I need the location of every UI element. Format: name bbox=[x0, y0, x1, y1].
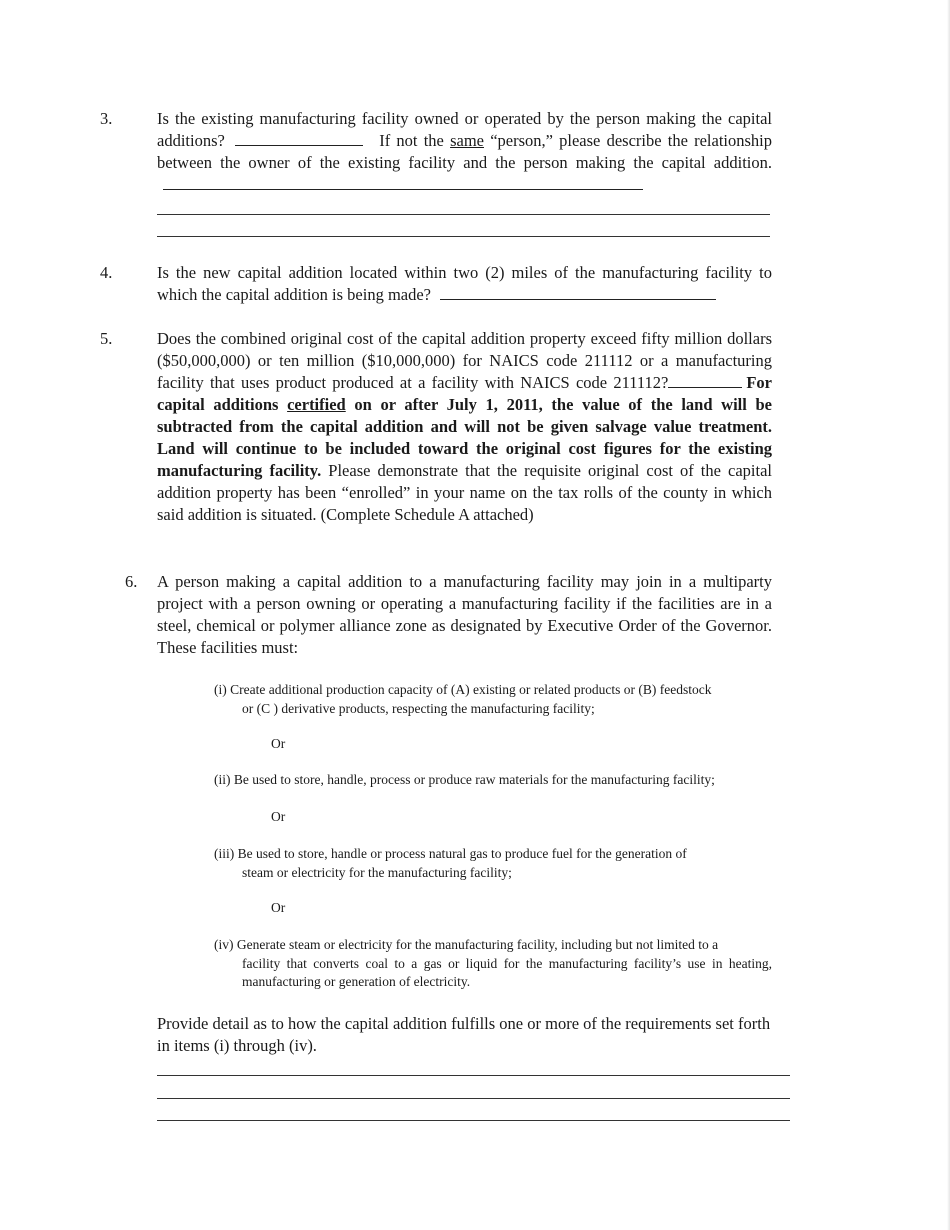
requirement-iv-line-2: facility that converts coal to a gas or liquid for the manufacturing facility’s use in heating, manufacturing or generation of electricity. bbox=[242, 955, 772, 989]
requirement-iv-line-1: (iv) Generate steam or electricity for the manufacturing facility, including but not limited to a bbox=[214, 937, 719, 952]
question-3-relationship: “person,” please describe the relationship between the owner of the existing facility and the person making the capital addition. bbox=[157, 131, 773, 172]
relationship-answer-line-3[interactable] bbox=[157, 236, 770, 237]
land-notice-part-2: on or after July 1, 2011, the value of the land will be subtracted from the capital addition and will not be given salvage value treatment. Land will continue to be included toward the original cost figures for the existing manufacturing facility. bbox=[157, 395, 773, 480]
question-5-text-block bbox=[157, 328, 772, 526]
question-4-text: Is the new capital addition located within two (2) miles of the manufacturing facility to which the capital addition is being made? bbox=[157, 263, 772, 304]
requirement-i-line-1: (i) Create additional production capacity of (A) existing or related products or (B) feedstock bbox=[214, 682, 712, 697]
question-3 bbox=[100, 108, 772, 198]
land-notice-part-1: For capital additions bbox=[157, 373, 772, 414]
relationship-answer-line-2[interactable] bbox=[157, 214, 770, 215]
requirement-iv bbox=[214, 936, 772, 992]
requirement-iii-line-2: steam or electricity for the manufacturing facility; bbox=[242, 864, 512, 880]
question-6 bbox=[125, 571, 772, 663]
provide-detail-instruction: Provide detail as to how the capital addition fulfills one or more of the requirements set forth in items (i) through (iv). bbox=[157, 1014, 771, 1055]
question-5 bbox=[100, 328, 772, 548]
owned-operated-answer-field[interactable] bbox=[235, 130, 363, 146]
relationship-answer-field[interactable] bbox=[163, 174, 643, 190]
question-4-text-block bbox=[157, 262, 772, 306]
detail-answer-line-1[interactable] bbox=[157, 1075, 790, 1076]
land-notice-certified: certified bbox=[287, 395, 346, 414]
requirement-ii: (ii) Be used to store, handle, process or produce raw materials for the manufacturing facility; bbox=[214, 772, 715, 787]
question-6-text: A person making a capital addition to a manufacturing facility may join in a multiparty project with a person owning or operating a manufacturing facility if the facilities are in a steel, chemical or polymer alliance zone as designated by Executive Order of the Governor. These facilities must: bbox=[157, 572, 772, 657]
question-3-if-not: If not the bbox=[379, 131, 444, 150]
question-3-number: 3. bbox=[100, 109, 113, 128]
or-separator-2: Or bbox=[271, 809, 286, 824]
question-5-number: 5. bbox=[100, 329, 113, 348]
question-5-cost-question: Does the combined original cost of the capital addition property exceed fifty million dollars ($50,000,000) or ten million ($10,000,000) for NAICS code 211112 or a manufacturing facility that uses product produced at a facility with NAICS code 211112? bbox=[157, 329, 772, 392]
or-separator-3: Or bbox=[271, 900, 286, 915]
requirement-iii-line-1: (iii) Be used to store, handle or process natural gas to produce fuel for the generation of bbox=[214, 846, 687, 861]
question-3-same: same bbox=[450, 131, 484, 150]
requirement-iii bbox=[214, 845, 772, 882]
question-3-owned-question: Is the existing manufacturing facility owned or operated by the person making the capital additions? bbox=[157, 109, 772, 150]
detail-answer-line-2[interactable] bbox=[157, 1098, 790, 1099]
requirement-i bbox=[214, 681, 772, 718]
or-separator-1: Or bbox=[271, 736, 286, 751]
within-two-miles-answer-field[interactable] bbox=[440, 284, 716, 300]
question-5-enrolled-instruction: Please demonstrate that the requisite original cost of the capital addition property has been “enrolled” in your name on the tax rolls of the county in which said addition is situated. (Complete Schedule A attached) bbox=[157, 461, 772, 524]
detail-answer-line-3[interactable] bbox=[157, 1120, 790, 1121]
requirement-i-line-2: or (C ) derivative products, respecting the manufacturing facility; bbox=[242, 700, 595, 716]
question-4 bbox=[100, 262, 772, 308]
question-6-number: 6. bbox=[125, 572, 138, 591]
question-4-number: 4. bbox=[100, 263, 113, 282]
question-3-text bbox=[157, 108, 772, 196]
cost-exceed-answer-field[interactable] bbox=[668, 372, 742, 388]
